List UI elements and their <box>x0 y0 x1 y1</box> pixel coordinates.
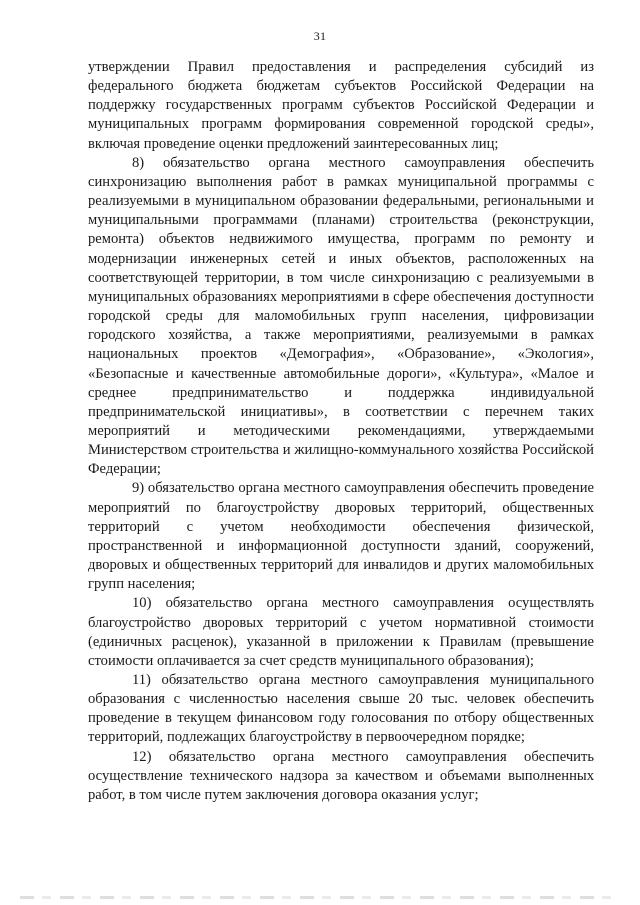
document-body <box>88 58 594 805</box>
paragraph-item-9: 9) обязательство органа местного самоуправления обеспечить проведение мероприятий по благоустройству дворовых территорий, общественных территорий с учетом необходимости обеспечения физической, пространственной и информационной доступности зданий, сооружений, дворовых и общественных территорий для инвалидов и других маломобильных групп населения; <box>88 480 594 593</box>
page-number: 31 <box>313 29 327 43</box>
scan-edge-artifact <box>20 896 620 899</box>
paragraph-item-8: 8) обязательство органа местного самоуправления обеспечить синхронизацию выполнения работ в рамках муниципальной программы с реализуемыми в муниципальном образовании федеральными, региональными и муниципальными программами (планами) строительства (реконструкции, ремонта) объектов недвижимого имущества, программ по ремонту и модернизации инженерных сетей и иных объектов, расположенных на соответствующей территории, в том числе синхронизацию с реализуемыми в муниципальных образованиях мероприятиями в сфере обеспечения доступности городской среды для маломобильных групп населения, цифровизации городского хозяйства, а также мероприятиями, реализуемыми в рамках национальных проектов «Демография», «Образование», «Экология», «Безопасные и качественные автомобильные дороги», «Культура», «Малое и среднее предпринимательство и поддержка индивидуальной предпринимательской инициативы», в соответствии с перечнем таких мероприятий и методическими рекомендациями, утверждаемыми Министерством строительства и жилищно-коммунального хозяйства Российской Федерации; <box>88 154 594 478</box>
paragraph-item-10: 10) обязательство органа местного самоуправления осуществлять благоустройство дворовых территорий с учетом нормативной стоимости (единичных расценок), указанной в приложении к Правилам (превышение стоимости оплачивается за счет средств муниципального образования); <box>88 595 594 669</box>
paragraph-item-12: 12) обязательство органа местного самоуправления обеспечить осуществление технического надзора за качеством и объемами выполненных работ, в том числе путем заключения договора оказания услуг; <box>88 748 594 803</box>
paragraph-continuation: утверждении Правил предоставления и распределения субсидий из федерального бюджета бюджетам субъектов Российской Федерации на поддержку государственных программ субъектов Российской Федерации и муниципальных программ формирования современной городской среды», включая проведение оценки предложений заинтересованных лиц; <box>88 59 594 152</box>
paragraph-item-11: 11) обязательство органа местного самоуправления муниципального образования с численностью населения свыше 20 тыс. человек обеспечить проведение в текущем финансовом году голосования по отбору общественных территорий, подлежащих благоустройству в первоочередном порядке; <box>88 672 594 746</box>
